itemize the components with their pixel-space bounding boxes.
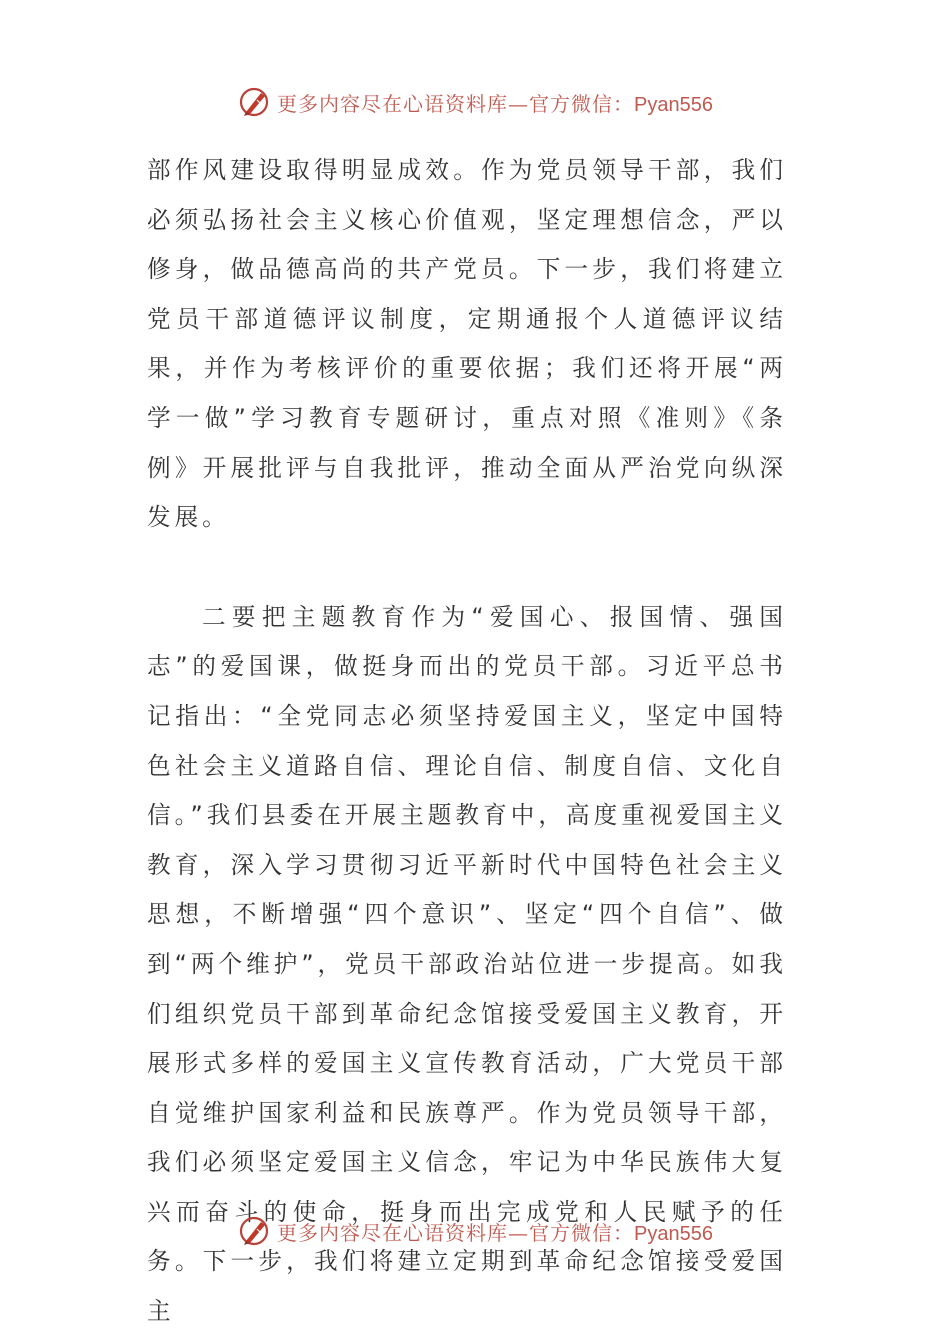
document-body [147, 146, 787, 1337]
pen-nib-circle-icon [237, 85, 271, 119]
paragraph-1: 部作风建设取得明显成效。作为党员领导干部，我们必须弘扬社会主义核心价值观，坚定理想信念，严以修身，做品德高尚的共产党员。下一步，我们将建立党员干部道德评议制度，定期通报个人道德评议结果，并作为考核评价的重要依据；我们还将开展“两学一做”学习教育专题研讨，重点对照《准则》《条例》开展批评与自我批评，推动全面从严治党向纵深发展。 [147, 156, 787, 532]
watermark-text [277, 1217, 713, 1246]
watermark-account: Pyan556 [634, 1222, 713, 1245]
watermark-prefix: 更多内容尽在心语资料库—官方微信： [277, 1220, 635, 1245]
pen-nib-circle-icon [237, 1214, 271, 1248]
header-watermark [0, 82, 950, 122]
paragraph-2: 二要把主题教育作为“爱国心、报国情、强国志”的爱国课，做挺身而出的党员干部。习近平总书记指出：“全党同志必须坚持爱国主义，坚定中国特色社会主义道路自信、理论自信、制度自信、文化自信。”我们县委在开展主题教育中，高度重视爱国主义教育，深入学习贯彻习近平新时代中国特色社会主义思想，不断增强“四个意识”、坚定“四个自信”、做到“两个维护”，党员干部政治站位进一步提高。如我们组织党员干部到革命纪念馆接受爱国主义教育，开展形式多样的爱国主义宣传教育活动，广大党员干部自觉维护国家利益和民族尊严。作为党员领导干部，我们必须坚定爱国主义信念，牢记为中华民族伟大复兴而奋斗的使命，挺身而出完成党和人民赋予的任务。下一步，我们将建立定期到革命纪念馆接受爱国主 [147, 602, 787, 1326]
watermark-prefix: 更多内容尽在心语资料库—官方微信： [277, 91, 635, 116]
footer-watermark [0, 1211, 950, 1251]
watermark-text [277, 88, 713, 117]
watermark-account: Pyan556 [634, 93, 713, 116]
